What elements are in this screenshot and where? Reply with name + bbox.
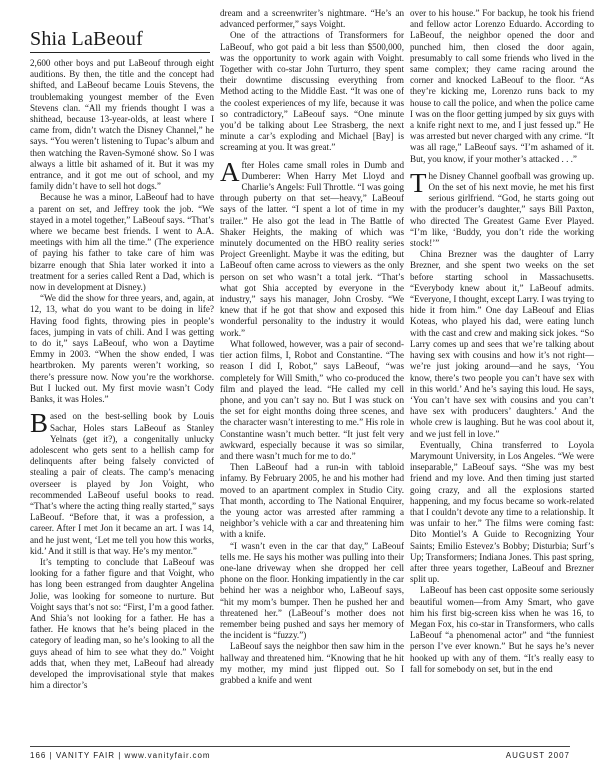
footer-issue-date: AUGUST 2007: [505, 751, 570, 760]
paragraph-text: “I wasn’t even in the car that day,” LaBeouf tells me. He says his mother was pulling into their one-lane driveway when she dropped her cell phone on the floor. Honking impatiently in the car behind her was a neighbor who, LaBeouf says, “hit my mom’s bumper. Then he pushed her and threatened her.” (LaBeouf’s mother does not remember being pushed and says her memory of the incident is “fuzzy.”): [220, 540, 404, 641]
paragraph-text: What followed, however, was a pair of second-tier action films, I, Robot and Constantine. “The reason I did I, Robot,” says LaBeouf, “was completely for Will Smith,” who co-produced the film and played the lead. “He called my cell phone, and you can’t say no. But I was stuck on the set for eight months doing three scenes, and the character wasn’t interesting to me.” His role in Constantine wasn’t much better. “It just felt very awkward, especially because it was so similar, and there wasn’t much for me to do.”: [220, 338, 404, 461]
paragraph: [410, 585, 594, 675]
paragraph: [30, 58, 214, 192]
paragraph: [220, 641, 404, 686]
paragraph-text: he Disney Channel goofball was growing up. On the set of his next movie, he met his first serious girlfriend. “God, he starts going out with the producer’s daughter,” says Bill Paxton, who directed The Greatest Game Ever Played. “I’m like, ‘Buddy, you don’t ride the working stock!’”: [410, 170, 594, 249]
paragraph-text: “We did the show for three years, and, again, at 12, 13, what do you want to be doing in life? Having food fights, throwing pies in people’s faces, jumping in vats of chili. And I was getting to do it,” says LaBeouf, who won a Daytime Emmy in 2003. “When the show ended, I was heartbroken. My parents weren’t working, so there’s pressure now. Now you’re the workhorse. But I lucked out. My first movie wasn’t Cody Banks, it was Holes.”: [30, 293, 214, 405]
column-3: [410, 8, 594, 735]
article-title: Shia LaBeouf: [30, 28, 143, 50]
paragraph-text: LaBeouf says the neighbor then saw him in the hallway and threatened him. “Knowing that he hit my mother, my mind just flipped out. So I grabbed a knife and went: [220, 641, 404, 685]
column-2: [220, 8, 404, 735]
drop-cap: T: [410, 167, 427, 198]
paragraph: [410, 440, 594, 586]
paragraph: [30, 557, 214, 691]
drop-cap: A: [220, 156, 240, 187]
drop-cap: B: [30, 408, 49, 439]
paragraph: [220, 30, 404, 153]
paragraph-text: over to his house.” For backup, he took his friend and fellow actor Lorenzo Eduardo. According to LaBeouf, the neighbor opened the door and punched him, then closed the door again, presumably to call some friends who lived in the same complex; they came racing around the corner and knocked LaBeouf to the floor. “As they’re kicking me, Lorenzo runs back to my house to call the police, and when the police came I was on the floor getting jumped by six guys with a knife right next to me, and I just fessed up.” He was arrested but never charged with any crime. “It was all rage,” LaBeouf says. “I’m ashamed of it. But, you know, if your mother’s attacked . . .”: [410, 8, 594, 164]
paragraph: [410, 249, 594, 439]
paragraph: [220, 156, 404, 339]
paragraph: [410, 8, 594, 165]
paragraph-text: LaBeouf has been cast opposite some seriously beautiful women—from Amy Smart, who gave him his first big-screen kiss when he was 16, to Megan Fox, his co-star in Transformers, who calls LaBeouf “a phenomenal actor” and “the funniest person I’ve ever known.” But he says he’s never hooked up with any of them. “It’s really easy to fall for somebody on set, but in the end: [410, 585, 594, 674]
paragraph-text: fter Holes came small roles in Dumb and Dumberer: When Harry Met Lloyd and Charlie’s Angels: Full Throttle. “I was going through puberty on that set—heavy,” LaBeouf says of the latter. “I spent a lot of time in my trailer.” He also got the lead in The Battle of Shaker Heights, the making of which was minutely documented on the HBO reality series Project Greenlight. Maybe it was the editing, but LaBeouf often came across to viewers as the only person on set who wasn’t a total jerk. “That’s what got Shia accepted by everyone in the industry,” says his manager, John Crosby. “We knew that if he got that show and exposed this wonderful personality to the industry it would work.”: [220, 159, 404, 338]
paragraph: [220, 339, 404, 462]
paragraph-text: Because he was a minor, LaBeouf had to have a parent on set, and Jeffrey took the job. “We stayed in a motel together,” LaBeouf says. “That’s where we became best friends. I went to A.A. meetings with him all the time.” (The experience of paying his father to take care of him was bizarre enough that Shia later worked it into a treatment for a series called Rent a Dad, which is now in development at Disney.): [30, 192, 214, 293]
paragraph: [30, 293, 214, 405]
title-rule: [30, 52, 210, 53]
footer-folio: 166 | VANITY FAIR | www.vanityfair.com: [30, 751, 211, 760]
paragraph-text: Eventually, China transferred to Loyola Marymount University, in Los Angeles. “We were inseparable,” LaBeouf says. “She was my best friend and my love. And then timing just started going crazy, and all the explosions started happening, and my focus became so work-related that I couldn’t devote any time to a relationship. It was unfair to her.” The films were coming fast: Dito Montiel’s A Guide to Recognizing Your Saints; Emilio Estevez’s Bobby; Disturbia; Surf’s Up; Transformers; Indiana Jones. This past spring, after three years together, LaBeouf and Brezner split up.: [410, 439, 594, 585]
paragraph-text: It’s tempting to conclude that LaBeouf was looking for a father figure and that Voight, who has long been estranged from daughter Angelina Jolie, was looking for someone to nurture. But Voight says that’s not so: “First, I’m a good father. And Shia’s not looking for a father. He has a father. He knows that he’s being placed in the category of leading man, so he’s looking to all the guys ahead of him to see what they do.” Voight adds that, when they met, LaBeouf had already developed the improvisational style that makes him a director’s: [30, 556, 214, 691]
paragraph-text: Then LaBeouf had a run-in with tabloid infamy. By February 2005, he and his mother had moved to an apartment complex in Studio City. That month, according to The National Enquirer, the young actor was arrested after ramming a neighbor’s vehicle with a car and threatening him with a knife.: [220, 462, 404, 540]
paragraph-text: dream and a screenwriter’s nightmare. “He’s an advanced performer,” says Voight.: [220, 8, 404, 30]
paragraph: [220, 462, 404, 540]
paragraph-text: 2,600 other boys and put LaBeouf through eight auditions. By then, the title and the concept had shifted, and LaBeouf became Louis Stevens, the troublemaking youngest member of the Even Stevens clan. “All my friends thought I was a shithead, because 13-year-olds, at least where I came from, didn’t watch the Disney Channel,” he says. “You weren’t listening to Tupac’s album and then watching the Raven-Symoné show. So I was always a little bit ashamed of it. But it was my entrance, and it got me out of school, and my family didn’t have to sell hot dogs.”: [30, 58, 214, 192]
paragraph: [30, 192, 214, 293]
column-1: [30, 58, 214, 735]
paragraph: [220, 8, 404, 30]
paragraph: [30, 408, 214, 557]
paragraph-text: China Brezner was the daughter of Larry Brezner, and she spent two weeks on the set before starting school in Massachusetts. “Everybody knew about it,” LaBeouf admits. “Everyone, I thought, except Larry. I was trying to hide it from him.” One day LaBeouf and Elias Koteas, who played his dad, were eating lunch with the cast and crew and making sick jokes. “So Larry comes up and sees that we’re talking about having sex with cousins and how it’s not right—we’re just joking around—and he says, ‘You know, there’s two people you can’t have sex with in this world.’ And he’s saying this loud. He says, ‘You can’t have sex with cousins and you can’t have sex with producers’ daughters.’ And the whole crew is laughing. But he was cool about it, and we just fell in love.”: [410, 249, 594, 439]
page-footer: [30, 746, 570, 762]
paragraph-text: ased on the best-selling book by Louis Sachar, Holes stars LaBeouf as Stanley Yelnats (get it?), a congenitally unlucky adolescent who gets sent to a hellish camp for delinquents after being falsely convicted of stealing a pair of cleats. The camp’s menacing overseer is played by Jon Voight, who recommended LaBeouf useful books to read. “That’s where the acting thing really started,” says LaBeouf. “Before that, it was a profession, a career. After I met Jon it became an art. I was 14, and he just went, ‘Let me tell you how this works, kid.’ And it still is that way. He’s my mentor.”: [30, 411, 214, 556]
paragraph: [220, 541, 404, 642]
paragraph-text: One of the attractions of Transformers for LaBeouf, who got paid a bit less than $500,000, was the opportunity to work again with Voight. Together with co-star John Turturro, they spent their downtime discussing everything from Method acting to the Middle East. “It was one of the coolest experiences of my life, because it was so contradictory,” LaBeouf says. “One minute you’d be talking about Lee Strasberg, the next minute a car’s exploding and Michael [Bay] is screaming at you. It was great.”: [220, 30, 404, 153]
paragraph: [410, 167, 594, 249]
